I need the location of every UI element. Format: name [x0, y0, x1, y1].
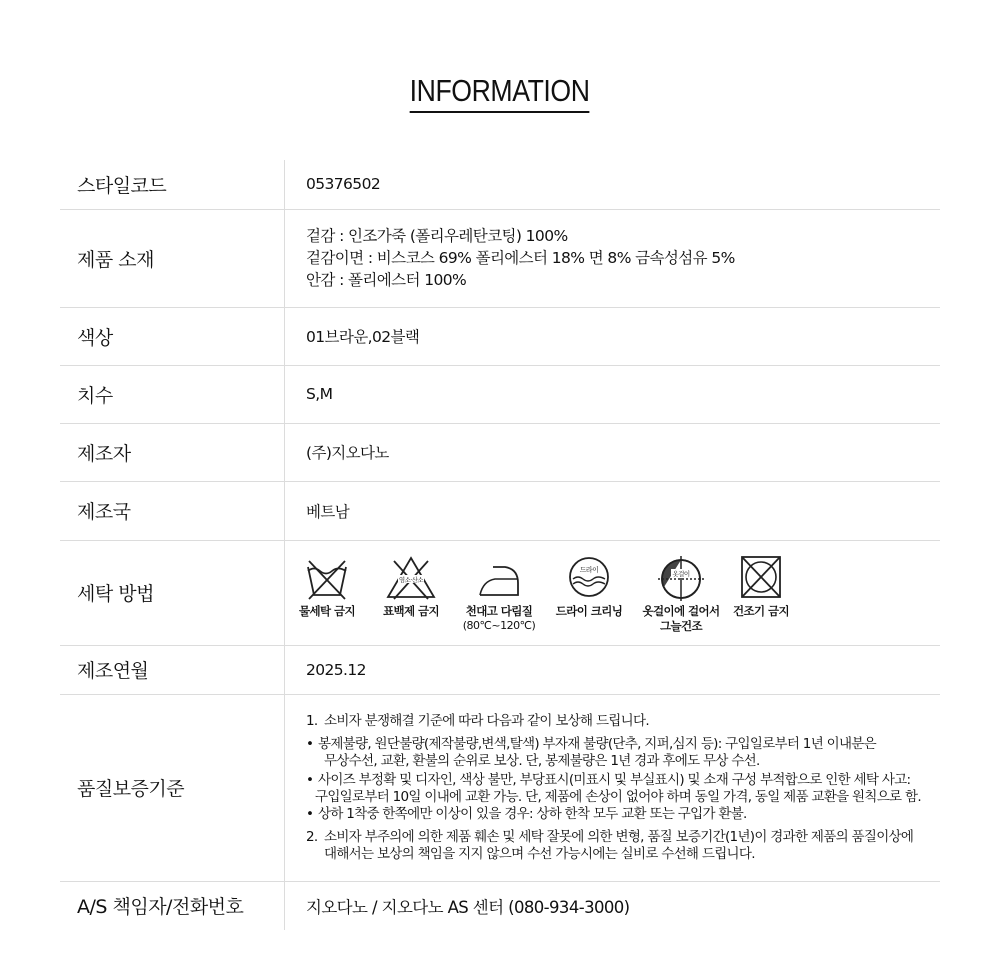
care-label: 물세탁 금지: [299, 603, 355, 618]
row-material: [60, 209, 940, 307]
maker-label: 제조자: [60, 423, 285, 481]
bullet: •: [306, 805, 314, 822]
quality-text: 상하 1착중 한쪽에만 이상이 있을 경우: 상하 한착 모두 교환 또는 구입가 환불.: [318, 805, 747, 822]
care-label: 옷걸이에 걸어서: [642, 603, 720, 618]
washing-value: [285, 540, 941, 645]
quality-item-1: [306, 713, 940, 730]
page-title: INFORMATION: [410, 72, 590, 113]
row-quality: [60, 694, 940, 881]
quality-text-cont: 대해서는 보상의 책임을 지지 않으며 수선 가능시에는 실비로 수선해 드립니다.: [324, 845, 755, 862]
row-size: [60, 365, 940, 423]
care-label: 천대고 다림질: [465, 603, 533, 618]
material-value: [285, 209, 941, 307]
style-code-value: 05376502: [285, 160, 941, 209]
row-as: [60, 881, 940, 930]
care-label: 표백제 금지: [383, 603, 439, 618]
material-label: 제품 소재: [60, 209, 285, 307]
quality-text: 소비자 부주의에 의한 제품 훼손 및 세탁 잘못에 의한 변형, 품질 보증기간(1년)이 경과한 제품의 품질이상에: [324, 828, 914, 845]
bullet: •: [306, 735, 314, 752]
no-bleach-icon-text: 염소·산소: [398, 575, 424, 584]
no-bleach-icon: [385, 555, 437, 601]
quality-text: 소비자 분쟁해결 기준에 따라 다음과 같이 보상해 드립니다.: [324, 712, 649, 729]
care-item: [285, 555, 369, 619]
row-washing: [60, 540, 940, 645]
no-wash-icon: [303, 555, 351, 601]
as-value: 지오다노 / 지오다노 AS 센터 (080-934-3000): [306, 897, 630, 917]
material-line: 겉감 : 인조가죽 (폴리우레탄코팅) 100%: [306, 227, 568, 245]
color-value: 01브라운,02블랙: [285, 307, 941, 365]
row-maker: [60, 423, 940, 481]
quality-value: [285, 694, 941, 881]
as-label: A/S 책임자/전화번호: [60, 881, 285, 930]
date-value: 2025.12: [285, 645, 941, 694]
bullet: •: [306, 771, 314, 788]
dry-clean-icon-text: 드라이: [579, 565, 599, 574]
page-title-wrap: [0, 72, 1000, 113]
quality-item-2: [306, 829, 940, 846]
washing-label: 세탁 방법: [60, 540, 285, 645]
row-color: [60, 307, 940, 365]
country-label: 제조국: [60, 481, 285, 540]
care-label: 드라이 크리닝: [555, 603, 623, 618]
quality-text: 사이즈 부정확 및 디자인, 색상 불만, 부당표시(미표시 및 부실표시) 및 소재 구성 부적합으로 인한 세탁 사고:: [318, 771, 911, 788]
quality-num: 2.: [306, 828, 318, 845]
care-item: [729, 555, 793, 619]
care-sub: (80℃~120℃): [462, 618, 536, 632]
maker-value: (주)지오다노: [285, 423, 941, 481]
style-code-label: 스타일코드: [60, 160, 285, 209]
care-label: 건조기 금지: [733, 603, 789, 618]
care-item: [545, 555, 633, 619]
color-label: 색상: [60, 307, 285, 365]
product-info-table: [60, 160, 940, 930]
row-country: [60, 481, 940, 540]
material-line: 안감 : 폴리에스터 100%: [306, 271, 467, 289]
quality-num: 1.: [306, 712, 318, 729]
quality-text-cont: 무상수선, 교환, 환불의 순위로 보상. 단, 봉제불량은 1년 경과 후에도 무상 수선.: [324, 752, 760, 769]
row-date: [60, 645, 940, 694]
country-value: 베트남: [285, 481, 941, 540]
row-style-code: [60, 160, 940, 209]
hanger-icon-text: 옷걸이: [672, 569, 690, 578]
care-item: [633, 555, 729, 634]
quality-text-cont: 구입일로부터 10일 이내에 교환 가능. 단, 제품에 손상이 없어야 하며 동일 가격, 동일 제품 교환을 원칙으로 함.: [315, 788, 921, 805]
care-item: [369, 555, 453, 619]
quality-label: 품질보증기준: [60, 694, 285, 881]
care-sub: 그늘건조: [659, 618, 703, 633]
dry-clean-icon: [565, 555, 613, 601]
care-icons: [285, 541, 940, 645]
iron-icon: [475, 555, 523, 601]
material-line: 겉감이면 : 비스코스 69% 폴리에스터 18% 면 8% 금속성섬유 5%: [306, 249, 735, 267]
no-tumble-dry-icon: [737, 555, 785, 601]
hanger-dry-shade-icon: [655, 555, 707, 601]
quality-bullet-2: [306, 772, 940, 789]
care-item: [453, 555, 545, 633]
size-value: S,M: [285, 365, 941, 423]
quality-text: 봉제불량, 원단불량(제작불량,변색,탈색) 부자재 불량(단추, 지퍼,심지 등): 구입일로부터 1년 이내분은: [318, 735, 876, 752]
quality-bullet-3: [306, 806, 940, 823]
size-label: 치수: [60, 365, 285, 423]
date-label: 제조연월: [60, 645, 285, 694]
quality-bullet-1: [306, 736, 940, 753]
